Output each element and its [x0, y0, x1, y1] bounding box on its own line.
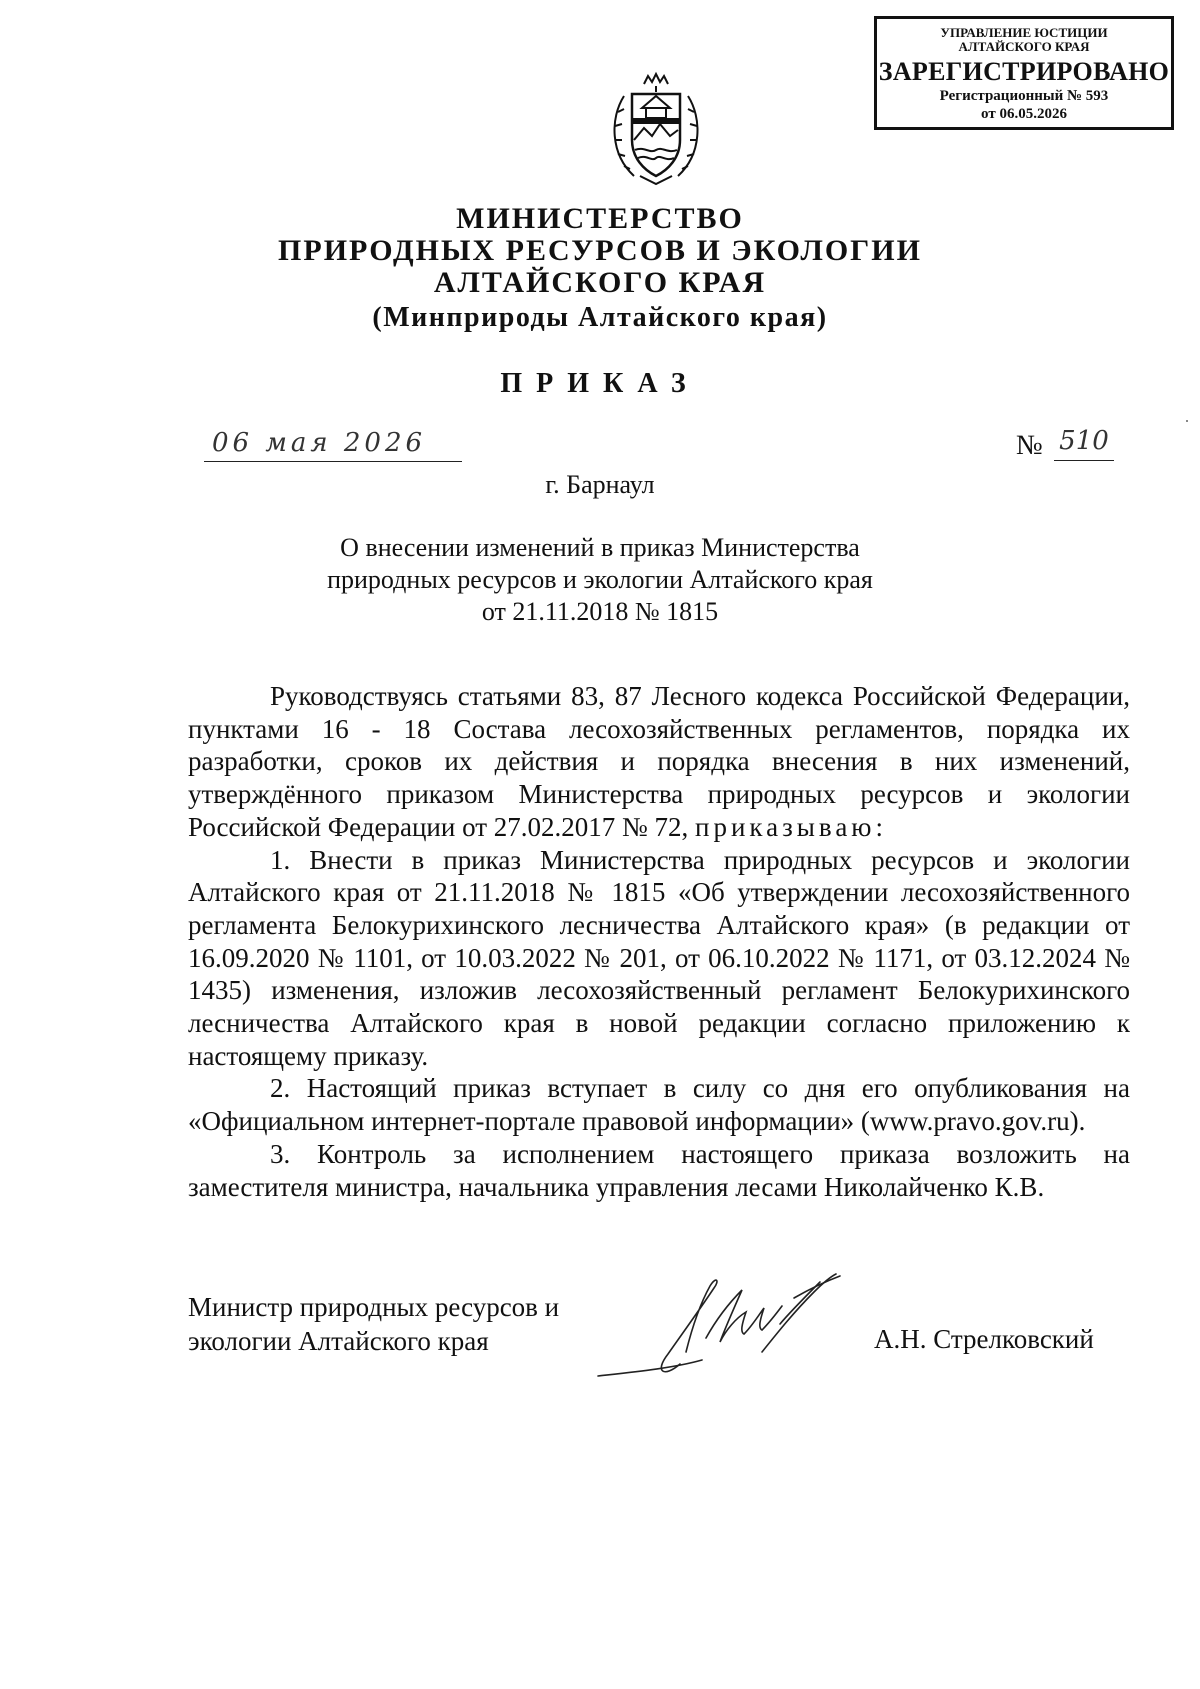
scan-speck: [1186, 420, 1188, 422]
stamp-status: ЗАРЕГИСТРИРОВАНО: [878, 57, 1170, 86]
subject-line2: природных ресурсов и экологии Алтайского края: [327, 565, 873, 594]
item-3-paragraph: 3. Контроль за исполнением настоящего приказа возложить на заместителя министра, начальника управления лесами Николайченко К.В.: [188, 1138, 1130, 1202]
signatory-name: А.Н. Стрелковский: [874, 1324, 1094, 1354]
city-line: г. Барнаул: [545, 470, 655, 499]
ministry-title-line1: МИНИСТЕРСТВО: [456, 202, 744, 235]
order-subject: [300, 532, 900, 628]
number-sign: №: [1016, 430, 1043, 461]
stamp-agency-line2: АЛТАЙСКОГО КРАЯ: [958, 39, 1090, 54]
item-1-paragraph: 1. Внести в приказ Министерства природных ресурсов и экологии Алтайского края от 21.11.2018 № 1815 «Об утверждении лесохозяйственного регламента Белокурихинского лесничества Алтайского края» (в редакции от 16.09.2020 № 1101, от 10.03.2022 № 201, от 06.10.2022 № 1171, от 03.12.2024 № 1435) изменения, изложив лесохозяйственный регламент Белокурихинского лесничества Алтайского края в новой редакции согласно приложению к настоящему приказу.: [188, 844, 1130, 1071]
ministry-title-line2: ПРИРОДНЫХ РЕСУРСОВ И ЭКОЛОГИИ: [278, 234, 922, 267]
ministry-title-line3: АЛТАЙСКОГО КРАЯ: [433, 266, 767, 299]
preamble-text: Руководствуясь статьями 83, 87 Лесного кодекса Российской Федерации, пунктами 16 - 18 Состава лесохозяйственных регламентов, порядка их разработки, сроков их действия и порядка внесения в них изменений, утверждённого приказом Министерства природных ресурсов и экологии Российской Федерации от 27.02.2017 № 72,: [188, 681, 1130, 842]
item-2-paragraph: 2. Настоящий приказ вступает в силу со дня его опубликования на «Официальном интернет-портале правовой информации» (www.pravo.gov.ru).: [188, 1073, 1130, 1137]
signatory-position-line1: Министр природных ресурсов и: [188, 1292, 560, 1322]
registration-stamp: [874, 16, 1174, 130]
signatory-position: [188, 1290, 559, 1358]
order-body: [188, 680, 1130, 1203]
preamble-paragraph: [188, 680, 1130, 844]
ministry-short-name: (Минприроды Алтайского края): [372, 302, 828, 333]
subject-line3: от 21.11.2018 № 1815: [481, 597, 719, 626]
stamp-reg-number: Регистрационный № 593: [939, 88, 1109, 104]
handwritten-number: 510: [1054, 426, 1114, 461]
coat-of-arms-icon: [604, 68, 708, 188]
stamp-agency-line1: УПРАВЛЕНИЕ ЮСТИЦИИ: [940, 25, 1108, 40]
order-word: приказываю:: [695, 811, 887, 842]
stamp-reg-date: от 06.05.2026: [981, 106, 1067, 122]
document-type-title: ПРИКАЗ: [500, 368, 700, 399]
signature-icon: [594, 1268, 864, 1390]
subject-line1: О внесении изменений в приказ Министерства: [340, 533, 860, 562]
signatory-position-line2: экологии Алтайского края: [188, 1326, 489, 1356]
handwritten-date: 06 мая 2026: [204, 428, 462, 462]
